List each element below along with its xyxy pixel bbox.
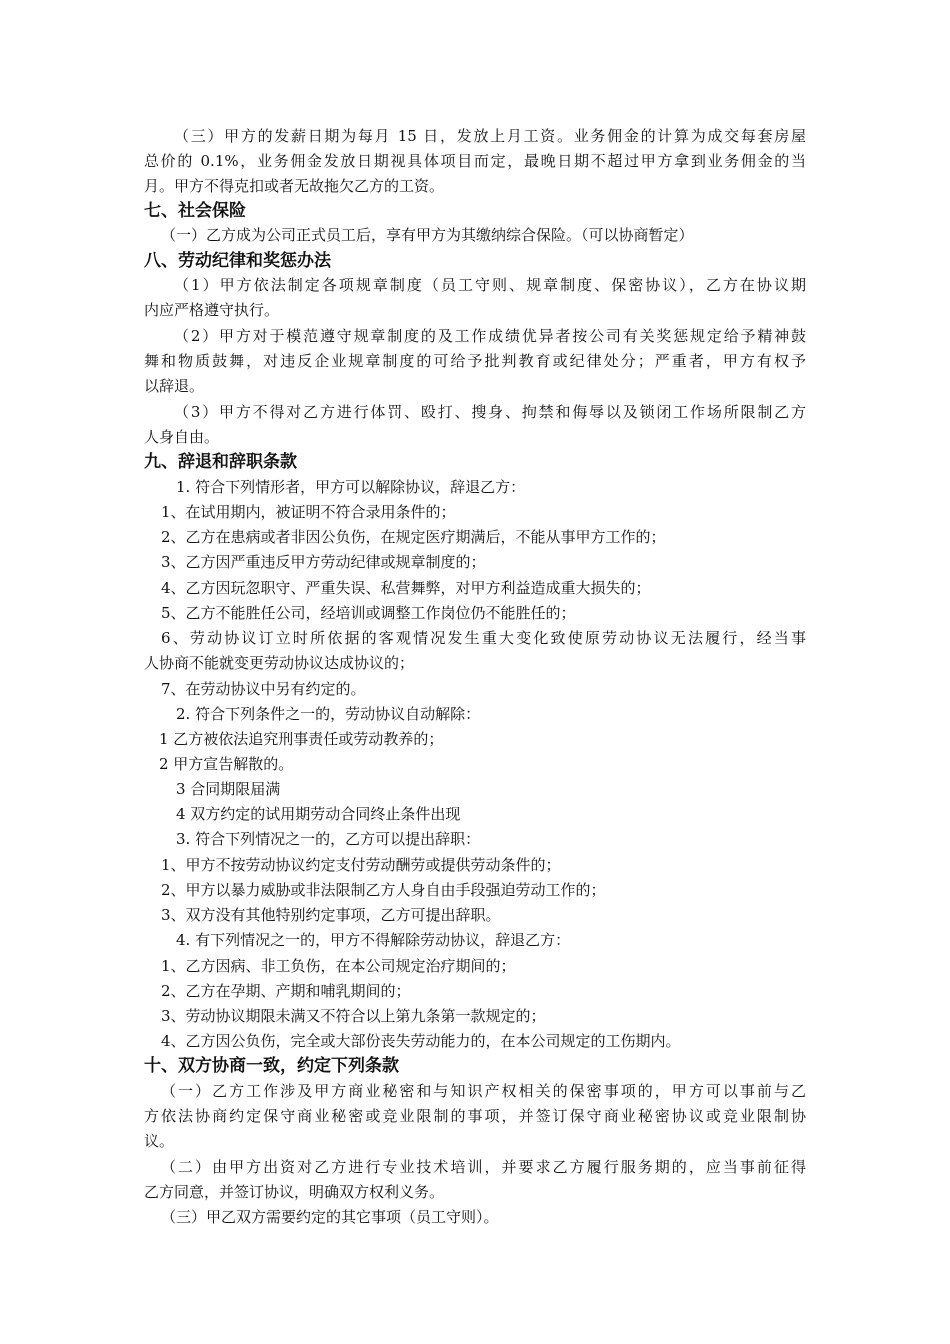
section-heading-7: 七、社会保险 xyxy=(144,201,246,221)
paragraph-line: （三）甲乙双方需要约定的其它事项（员工守则）。 xyxy=(161,1208,499,1226)
paragraph-line: 内应严格遵守执行。 xyxy=(144,301,280,319)
paragraph-line: 乙方同意，并签订协议，明确双方权利义务。 xyxy=(144,1183,445,1201)
list-heading: 4. 有下列情况之一的，甲方不得解除劳动协议，辞退乙方： xyxy=(176,931,571,949)
list-item: 6、劳动协议订立时所依据的客观情况发生重大变化致使原劳动协议无法履行，经当事 xyxy=(161,629,806,647)
list-item: 1、在试用期内，被证明不符合录用条件的； xyxy=(161,503,456,521)
section-heading-8: 八、劳动纪律和奖惩办法 xyxy=(144,251,331,271)
paragraph-line: （一）乙方工作涉及甲方商业秘密和与知识产权相关的保密事项的，甲方可以事前与乙 xyxy=(161,1082,806,1100)
list-heading: 2. 符合下列条件之一的，劳动协议自动解除： xyxy=(176,705,481,723)
list-item: 3、乙方因严重违反甲方劳动纪律或规章制度的； xyxy=(161,553,486,571)
paragraph-line: 舞和物质鼓舞，对违反企业规章制度的可给予批判教育或纪律处分；严重者，甲方有权予 xyxy=(144,352,806,370)
list-item: 1 乙方被依法追究刑事责任或劳动教养的； xyxy=(159,730,444,748)
paragraph-line: 议。 xyxy=(144,1132,175,1150)
paragraph-line: 总价的 0.1%，业务佣金发放日期视具体项目而定，最晚日期不超过甲方拿到业务佣金的当 xyxy=(144,152,806,170)
list-item: 2、乙方在孕期、产期和哺乳期间的； xyxy=(161,982,411,1000)
list-item: 3、双方没有其他特别约定事项，乙方可提出辞职。 xyxy=(161,906,501,924)
list-item: 7、在劳动协议中另有约定的。 xyxy=(161,680,366,698)
list-item: 2、甲方以暴力威胁或非法限制乙方人身自由手段强迫劳动工作的； xyxy=(161,881,606,899)
list-item-continuation: 人协商不能就变更劳动协议达成协议的； xyxy=(144,654,415,672)
paragraph-line: 方依法协商约定保守商业秘密或竞业限制的事项，并签订保守商业秘密协议或竞业限制协 xyxy=(144,1107,806,1125)
paragraph-line: 月。甲方不得克扣或者无故拖欠乙方的工资。 xyxy=(144,177,445,195)
list-item: 1、甲方不按劳动协议约定支付劳动酬劳或提供劳动条件的； xyxy=(161,856,561,874)
paragraph-line: （1）甲方依法制定各项规章制度（员工守则、规章制度、保密协议），乙方在协议期 xyxy=(174,276,806,294)
list-heading: 1. 符合下列情形者，甲方可以解除协议，辞退乙方： xyxy=(176,478,526,496)
list-item: 4 双方约定的试用期劳动合同终止条件出现 xyxy=(176,805,461,823)
paragraph-line: （二）由甲方出资对乙方进行专业技术培训，并要求乙方履行服务期的，应当事前征得 xyxy=(161,1158,806,1176)
list-item: 3 合同期限届满 xyxy=(176,780,281,798)
list-item: 5、乙方不能胜任公司，经培训或调整工作岗位仍不能胜任的； xyxy=(161,604,576,622)
section-heading-10: 十、双方协商一致，约定下列条款 xyxy=(144,1056,399,1076)
list-item: 2 甲方宣告解散的。 xyxy=(159,755,294,773)
list-heading: 3. 符合下列情况之一的，乙方可以提出辞职： xyxy=(176,830,481,848)
paragraph-line: （三）甲方的发薪日期为每月 15 日，发放上月工资。业务佣金的计算为成交每套房屋 xyxy=(174,127,806,145)
paragraph-line: （2）甲方对于模范遵守规章制度的及工作成绩优异者按公司有关奖惩规定给予精神鼓 xyxy=(174,327,806,345)
paragraph-line: （一）乙方成为公司正式员工后，享有甲方为其缴纳综合保险。（可以协商暂定） xyxy=(161,226,694,244)
list-item: 1、乙方因病、非工负伤，在本公司规定治疗期间的； xyxy=(161,957,516,975)
section-heading-9: 九、辞退和辞职条款 xyxy=(144,452,297,472)
paragraph-line: 人身自由。 xyxy=(144,428,220,446)
list-item: 4、乙方因公负伤，完全或大部份丧失劳动能力的，在本公司规定的工伤期内。 xyxy=(161,1032,681,1050)
list-item: 3、劳动协议期限未满又不符合以上第九条第一款规定的； xyxy=(161,1007,546,1025)
list-item: 2、乙方在患病或者非因公负伤，在规定医疗期满后，不能从事甲方工作的； xyxy=(161,528,666,546)
list-item: 4、乙方因玩忽职守、严重失误、私营舞弊，对甲方利益造成重大损失的； xyxy=(161,579,651,597)
paragraph-line: 以辞退。 xyxy=(144,377,205,395)
paragraph-line: （3）甲方不得对乙方进行体罚、殴打、搜身、拘禁和侮辱以及锁闭工作场所限制乙方 xyxy=(174,403,806,421)
